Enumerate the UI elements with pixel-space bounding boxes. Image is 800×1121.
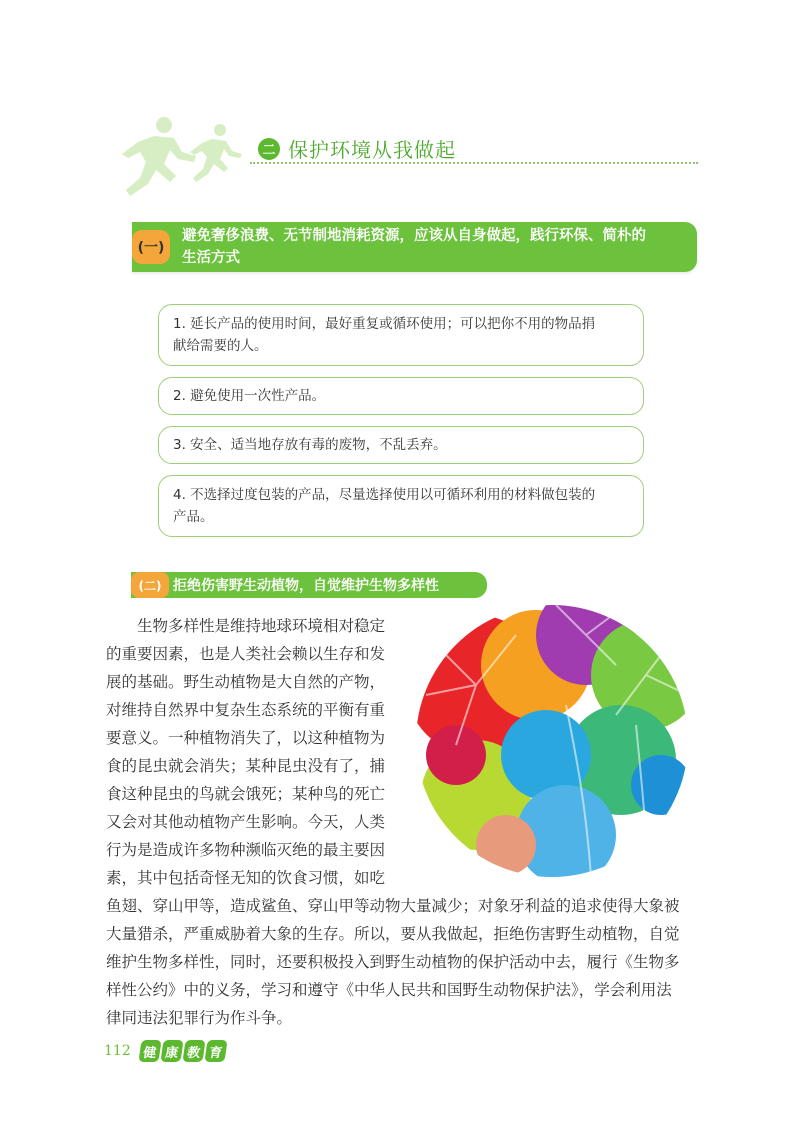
list-item xyxy=(158,304,644,366)
paragraph-line: 的重要因素，也是人类社会赖以生存和发 xyxy=(106,645,386,663)
list-item xyxy=(158,377,644,415)
paragraph-line: 维护生物多样性，同时，还要积极投入到野生动植物的保护活动中去，履行《生物多 xyxy=(106,953,680,971)
subsection-2-tag: (二) xyxy=(131,572,169,598)
section-number: 二 xyxy=(258,138,280,160)
list-item-text: 3. 安全、适当地存放有毒的废物，不乱丢弃。 xyxy=(173,437,447,453)
brand-char: 育 xyxy=(204,1040,227,1062)
paragraph-line: 素，其中包括奇怪无知的饮食习惯，如吃 xyxy=(106,869,386,887)
subsection-1-title xyxy=(182,225,687,269)
list-item-text: 1. 延长产品的使用时间，最好重复或循环使用；可以把你不用的物品捐 xyxy=(173,316,596,332)
subsection-2-title: 拒绝伤害野生动植物，自觉维护生物多样性 xyxy=(173,578,439,594)
subsection-1-tag: (一) xyxy=(132,230,170,264)
paragraph-line: 鱼翅、穿山甲等，造成鲨鱼、穿山甲等动物大量减少；对象牙利益的追求使得大象被 xyxy=(106,897,680,915)
biodiversity-illustration xyxy=(416,605,688,877)
paragraph-line: 对维持自然界中复杂生态系统的平衡有重 xyxy=(106,701,386,719)
footer-brand xyxy=(140,1040,228,1062)
paragraph-line: 展的基础。野生动植物是大自然的产物， xyxy=(106,673,386,691)
page-number: 112 xyxy=(104,1043,131,1059)
brand-char: 教 xyxy=(182,1040,205,1062)
brand-char: 康 xyxy=(160,1040,183,1062)
list-item xyxy=(158,426,644,464)
paragraph-line: 样性公约》中的义务，学习和遵守《中华人民共和国野生动物保护法》，学会利用法 xyxy=(106,981,672,999)
brand-char: 健 xyxy=(138,1040,161,1062)
runner-icon xyxy=(100,112,250,198)
paragraph-line: 要意义。一种植物消失了，以这种植物为 xyxy=(106,729,386,747)
paragraph-line: 食这种昆虫的鸟就会饿死；某种鸟的死亡 xyxy=(106,785,386,803)
subsection-1-title-line: 避免奢侈浪费、无节制地消耗资源，应该从自身做起，践行环保、简朴的 xyxy=(182,228,646,244)
list-item-text: 2. 避免使用一次性产品。 xyxy=(173,388,326,404)
paragraph-line: 生物多样性是维持地球环境相对稳定 xyxy=(106,617,386,635)
subsection-1-title-line: 生活方式 xyxy=(182,250,240,266)
paragraph-line: 行为是造成许多物种濒临灭绝的最主要因 xyxy=(106,841,386,859)
list-item-text: 产品。 xyxy=(173,509,214,525)
paragraph-line: 律同违法犯罪行为作斗争。 xyxy=(106,1009,293,1027)
section-header xyxy=(258,134,456,163)
list-item-text: 献给需要的人。 xyxy=(173,338,268,354)
list-item xyxy=(158,475,644,537)
divider xyxy=(250,162,698,164)
paragraph-line: 又会对其他动植物产生影响。今天，人类 xyxy=(106,813,386,831)
paragraph-line: 食的昆虫就会消失；某种昆虫没有了，捕 xyxy=(106,757,386,775)
section-title: 保护环境从我做起 xyxy=(288,138,456,162)
paragraph-line: 大量猎杀，严重威胁着大象的生存。所以，要从我做起，拒绝伤害野生动植物，自觉 xyxy=(106,925,680,943)
list-item-text: 4. 不选择过度包装的产品，尽量选择使用以可循环利用的材料做包装的 xyxy=(173,487,596,503)
